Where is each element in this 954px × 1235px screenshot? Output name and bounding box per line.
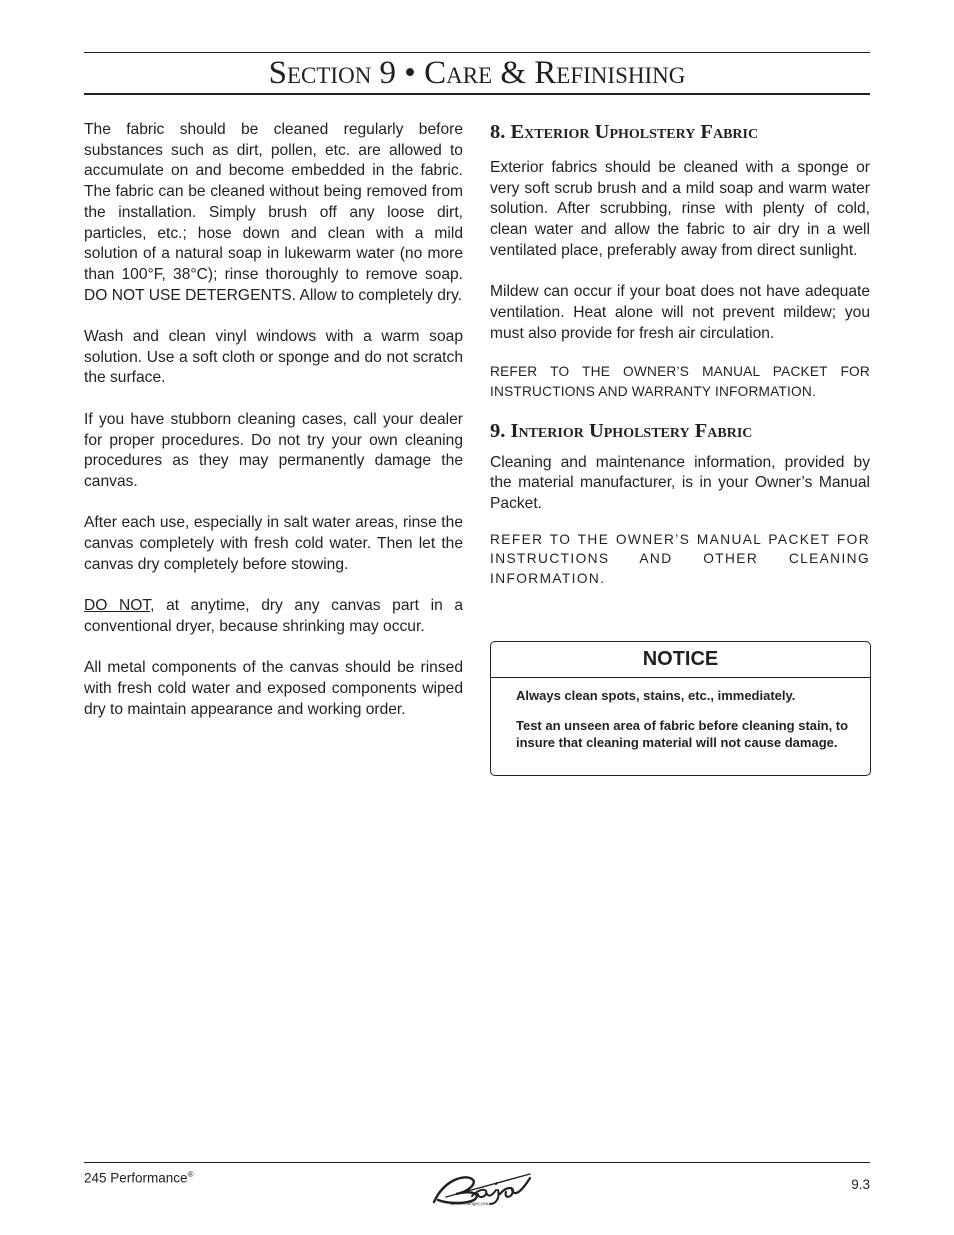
paragraph-metal-components: All metal components of the canvas should be rinsed with fresh cold water and exposed components wiped dry to maintain appearance and working order.: [84, 659, 463, 718]
notice-body: [491, 678, 870, 751]
page-header: [84, 52, 870, 95]
paragraph-stubborn-cases: If you have stubborn cleaning cases, call your dealer for proper procedures. Do not try your own cleaning procedures as they may permanently damage the canvas.: [84, 410, 463, 490]
notice-item: Test an unseen area of fabric before cleaning stain, to insure that cleaning material will not cause damage.: [516, 717, 849, 750]
left-column: [84, 120, 463, 720]
refer-cleaning-note: REFER TO THE OWNER’S MANUAL PACKET FOR INSTRUCTIONS AND OTHER CLEANING INFORMATION.: [490, 531, 870, 586]
notice-title: NOTICE: [491, 642, 870, 678]
do-not-emphasis: DO NOT: [84, 597, 151, 615]
dryer-warning-text: , at anytime, dry any canvas part in a conventional dryer, because shrinking may occur.: [84, 597, 463, 635]
right-column: [490, 120, 870, 588]
paragraph-exterior-fabrics: Exterior fabrics should be cleaned with a sponge or very soft scrub brush and a mild soap and warm water solution. After scrubbing, rinse with plenty of cold, clean water and allow the fabric to air dry in a well ventilated place, preferably away from direct sunlight.: [490, 159, 870, 259]
paragraph-interior-fabrics: Cleaning and maintenance information, provided by the material manufacturer, is in your Owner’s Manual Packet.: [490, 453, 870, 512]
page-title: Section 9 • Care & Refinishing: [268, 55, 686, 91]
section-8-heading: 8. Exterior Upholstery Fabric: [490, 121, 759, 143]
registered-mark: ®: [187, 1170, 194, 1179]
footer-divider: [84, 1162, 870, 1163]
paragraph-fabric-cleaning: The fabric should be cleaned regularly before substances such as dirt, pollen, etc. are allowed to accumulate on and become embedded in the fabric. The fabric can be cleaned without being removed from the installation. Simply brush off any loose dirt, particles, etc.; hose down and clean with a mild solution of a natural soap in lukewarm water (no more than 100°F, 38°C); rinse thoroughly to remove soap. DO NOT USE DETERGENTS. Allow to completely dry.: [84, 121, 463, 304]
paragraph-mildew: Mildew can occur if your boat does not have adequate ventilation. Heat alone will not prevent mildew; you must also provide for fresh air circulation.: [490, 283, 870, 342]
paragraph-vinyl-windows: Wash and clean vinyl windows with a warm soap solution. Use a soft cloth or sponge and do not scratch the surface.: [84, 328, 463, 387]
footer-model: [84, 1170, 193, 1186]
logo-tagline: Speed changes you.: [450, 1202, 490, 1206]
page-number: 9.3: [851, 1177, 870, 1192]
paragraph-dryer-warning: [84, 596, 463, 637]
footer-model-name: 245 Performance: [84, 1170, 188, 1186]
notice-item: Always clean spots, stains, etc., immediately.: [516, 688, 796, 703]
notice-box: [490, 641, 871, 776]
baja-logo: [426, 1170, 534, 1206]
paragraph-salt-water: After each use, especially in salt water areas, rinse the canvas completely with fresh cold water. Then let the canvas dry completely before stowing.: [84, 514, 463, 573]
section-9-heading: 9. Interior Upholstery Fabric: [490, 419, 753, 442]
refer-warranty-note: REFER TO THE OWNER’S MANUAL PACKET FOR INSTRUCTIONS AND WARRANTY INFORMATION.: [490, 364, 870, 399]
